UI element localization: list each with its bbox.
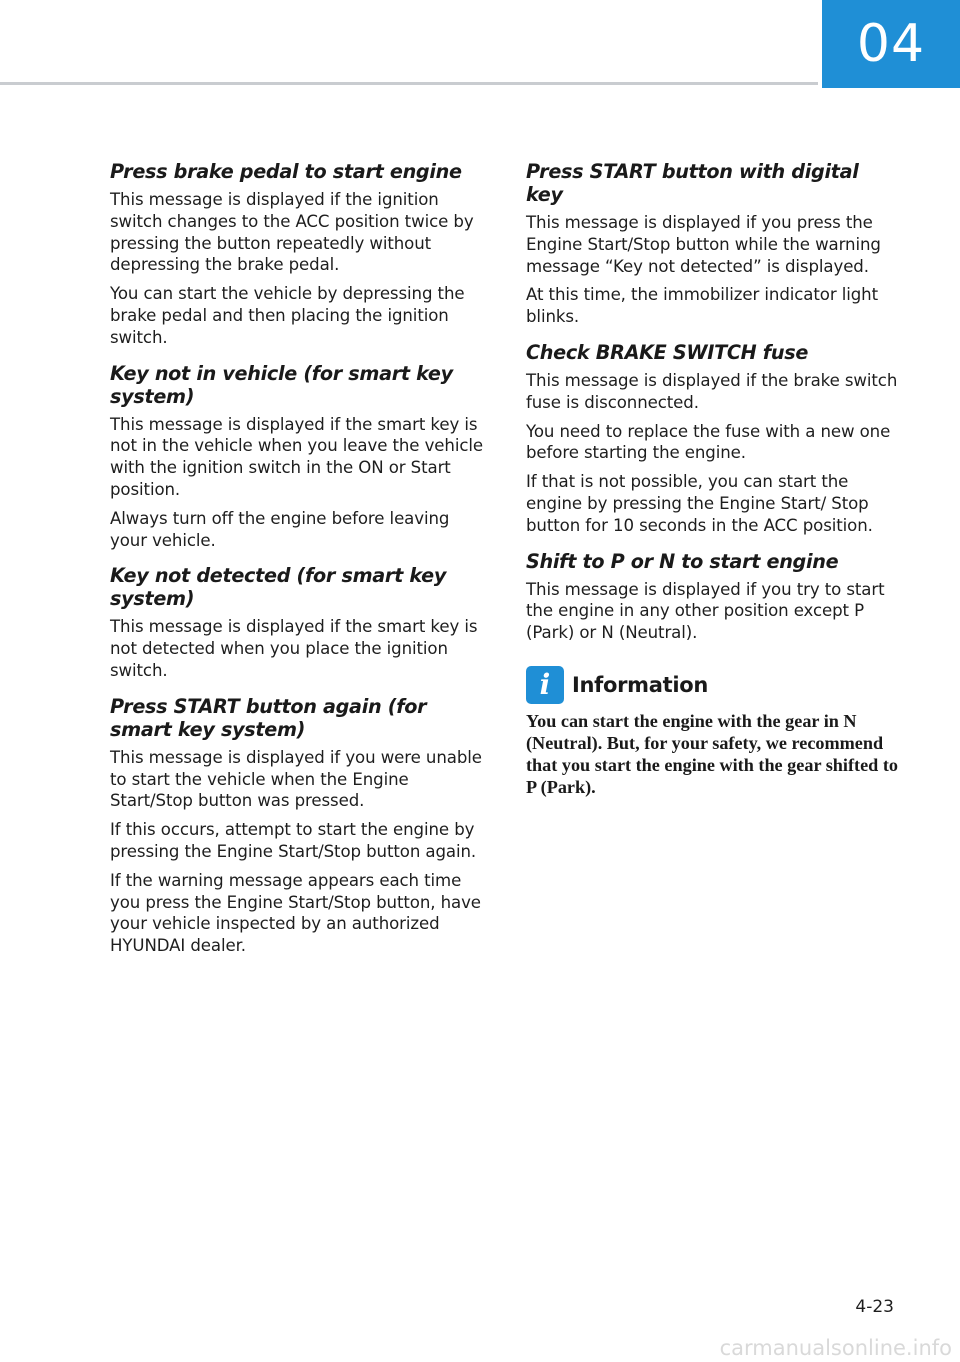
information-box [526, 666, 898, 798]
paragraph: This message is displayed if you press the Engine Start/Stop button while the warning message “Key not detected” is displayed. [526, 213, 881, 276]
section-key-not-in-vehicle [110, 362, 488, 552]
paragraph: If the warning message appears each time you press the Engine Start/Stop button, have your vehicle inspected by an authorized HYUNDAI dealer. [110, 870, 481, 956]
paragraph: If that is not possible, you can start the engine by pressing the Engine Start/ Stop button for 10 seconds in the ACC position. [526, 472, 873, 535]
paragraph: This message is displayed if the ignition switch changes to the ACC position twice by pressing the button repeatedly without depressing the brake pedal. [110, 190, 474, 275]
paragraph: This message is displayed if you try to start the engine in any other position except P (Park) or N (Neutral). [526, 579, 885, 643]
paragraph: This message is displayed if the brake switch fuse is disconnected. [526, 370, 898, 412]
info-icon: i [526, 666, 564, 704]
section-title: Press START button again (for smart key system) [110, 694, 427, 741]
section-title: Check BRAKE SWITCH fuse [526, 340, 809, 364]
information-title: Information [572, 672, 709, 697]
paragraph: This message is displayed if you were unable to start the vehicle when the Engine Start/Stop button was pressed. [110, 747, 482, 811]
right-column [526, 160, 898, 798]
section-check-brake-switch-fuse [526, 341, 898, 537]
section-press-start-again [110, 695, 488, 957]
paragraph: If this occurs, attempt to start the engine by pressing the Engine Start/Stop button again. [110, 820, 477, 861]
watermark: carmanualsonline.info [719, 1336, 952, 1360]
section-press-brake-pedal [110, 160, 488, 349]
section-title: Press START button with digital key [526, 160, 859, 206]
header-rule [0, 82, 818, 85]
section-title: Shift to P or N to start engine [526, 549, 839, 573]
chapter-tab [822, 0, 960, 88]
left-column [110, 160, 488, 970]
paragraph: You can start the vehicle by depressing the brake pedal and then placing the ignition switch. [110, 284, 465, 347]
paragraph: This message is displayed if the smart key is not detected when you place the ignition switch. [110, 617, 478, 680]
section-press-start-digital-key [526, 160, 898, 328]
paragraph: You need to replace the fuse with a new one before starting the engine. [526, 421, 891, 463]
section-title: Key not detected (for smart key system) [110, 564, 447, 611]
section-title: Press brake pedal to start engine [110, 160, 462, 183]
section-shift-to-p-or-n [526, 550, 898, 644]
information-header [526, 666, 898, 704]
page-number: 4-23 [855, 1297, 894, 1317]
chapter-number: 04 [856, 14, 926, 74]
section-title: Key not in vehicle (for smart key system) [110, 361, 453, 408]
information-text: You can start the engine with the gear in N (Neutral). But, for your safety, we recommend that you start the engine with the gear shifted to P (Park). [526, 710, 898, 797]
paragraph: Always turn off the engine before leaving your vehicle. [110, 508, 450, 550]
paragraph: At this time, the immobilizer indicator light blinks. [526, 285, 879, 327]
paragraph: This message is displayed if the smart key is not in the vehicle when you leave the vehicle with the ignition switch in the ON or Start position. [110, 414, 483, 499]
section-key-not-detected [110, 564, 488, 681]
